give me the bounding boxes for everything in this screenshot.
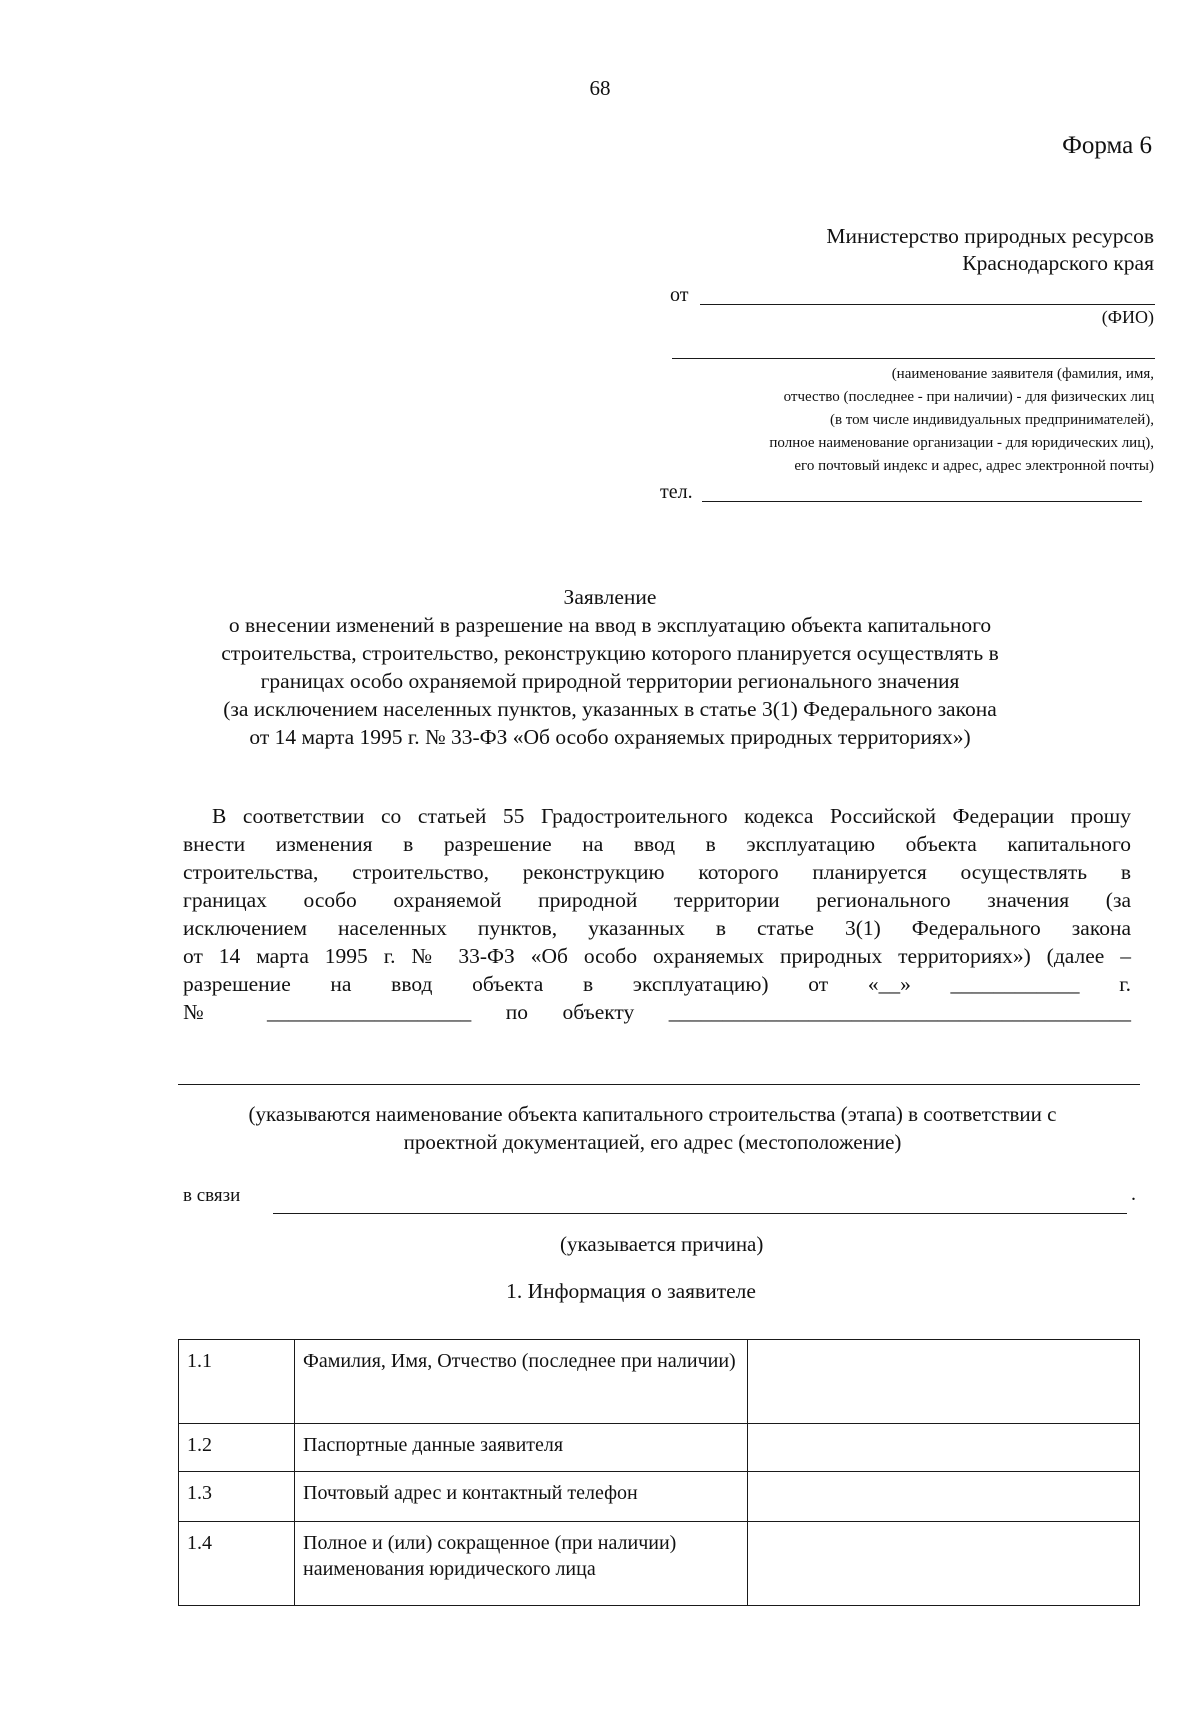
row-number: 1.2 <box>179 1424 295 1472</box>
row-value-cell[interactable] <box>747 1424 1139 1472</box>
object-caption-line: проектной документацией, его адрес (местоположение) <box>403 1130 902 1154</box>
applicant-description-line: отчество (последнее - при наличии) - для физических лиц <box>783 389 1154 405</box>
title-heading: Заявление <box>563 585 657 609</box>
body-line: границах особо охраняемой природной территории регионального значения (за <box>183 888 1131 912</box>
row-value-cell[interactable] <box>747 1472 1139 1522</box>
row-number: 1.4 <box>179 1522 295 1606</box>
body-line: от 14 марта 1995 г. № 33-ФЗ «Об особо охраняемых природных территориях») (далее – <box>183 944 1131 968</box>
row-number: 1.1 <box>179 1340 295 1424</box>
body-line: разрешение на ввод объекта в эксплуатацию) от «__» ____________ г. <box>183 972 1131 996</box>
row-label: Полное и (или) сокращенное (при наличии) наименования юридического лица <box>295 1522 748 1606</box>
reason-caption: (указывается причина) <box>560 1232 764 1256</box>
applicant-field-line[interactable] <box>672 358 1155 359</box>
title-line: (за исключением населенных пунктов, указанных в статье 3(1) Федерального закона <box>223 697 997 721</box>
applicant-description-line: полное наименование организации - для юридических лиц), <box>769 435 1154 451</box>
tel-label: тел. <box>660 481 693 503</box>
object-caption <box>160 1100 1145 1156</box>
reason-label: в связи <box>183 1185 241 1206</box>
applicant-description-line: (наименование заявителя (фамилия, имя, <box>891 366 1154 382</box>
title-line: границах особо охраняемой природной территории регионального значения <box>260 669 960 693</box>
body-line: № ___________________ по объекту ___________________________________________ <box>183 1000 1131 1024</box>
body-line: строительства, строительство, реконструкцию которого планируется осуществлять в <box>183 860 1131 884</box>
from-label: от <box>670 284 689 306</box>
addressee-line-2: Краснодарского края <box>962 251 1154 275</box>
table-row <box>179 1472 1140 1522</box>
row-label: Паспортные данные заявителя <box>295 1424 748 1472</box>
row-number: 1.3 <box>179 1472 295 1522</box>
row-label: Почтовый адрес и контактный телефон <box>295 1472 748 1522</box>
table-row <box>179 1424 1140 1472</box>
row-value-cell[interactable] <box>747 1522 1139 1606</box>
applicant-info-table <box>178 1339 1140 1606</box>
form-number: Форма 6 <box>1062 132 1152 159</box>
section-title: 1. Информация о заявителе <box>506 1279 756 1303</box>
title-line: о внесении изменений в разрешение на ввод в эксплуатацию объекта капитального <box>228 613 992 637</box>
object-name-field-line[interactable] <box>178 1084 1140 1085</box>
title-line: строительства, строительство, реконструкцию которого планируется осуществлять в <box>221 641 999 665</box>
row-value-cell[interactable] <box>747 1340 1139 1424</box>
applicant-description-line: (в том числе индивидуальных предпринимателей), <box>829 412 1154 428</box>
tel-field-line[interactable] <box>702 501 1142 502</box>
body-line: В соответствии со статьей 55 Градостроительного кодекса Российской Федерации прошу <box>212 804 1131 828</box>
table-row <box>179 1340 1140 1424</box>
fio-field-line[interactable] <box>700 304 1155 305</box>
body-line: исключением населенных пунктов, указанных в статье 3(1) Федерального закона <box>183 916 1131 940</box>
page-number: 68 <box>589 76 611 100</box>
body-line: внести изменения в разрешение на ввод в эксплуатацию объекта капитального <box>183 832 1131 856</box>
title-line: от 14 марта 1995 г. № 33-ФЗ «Об особо охраняемых природных территориях») <box>249 725 971 749</box>
object-caption-line: (указываются наименование объекта капитального строительства (этапа) в соответствии с <box>248 1102 1057 1126</box>
table-row <box>179 1522 1140 1606</box>
row-label: Фамилия, Имя, Отчество (последнее при наличии) <box>295 1340 748 1424</box>
applicant-description-line: его почтовый индекс и адрес, адрес электронной почты) <box>794 458 1154 474</box>
reason-field-line[interactable] <box>273 1213 1127 1214</box>
applicant-description <box>594 363 1154 478</box>
fio-caption: (ФИО) <box>1101 307 1154 327</box>
reason-end-dot: . <box>1131 1183 1136 1205</box>
document-title <box>160 583 1060 751</box>
addressee-line-1: Министерство природных ресурсов <box>826 224 1154 248</box>
